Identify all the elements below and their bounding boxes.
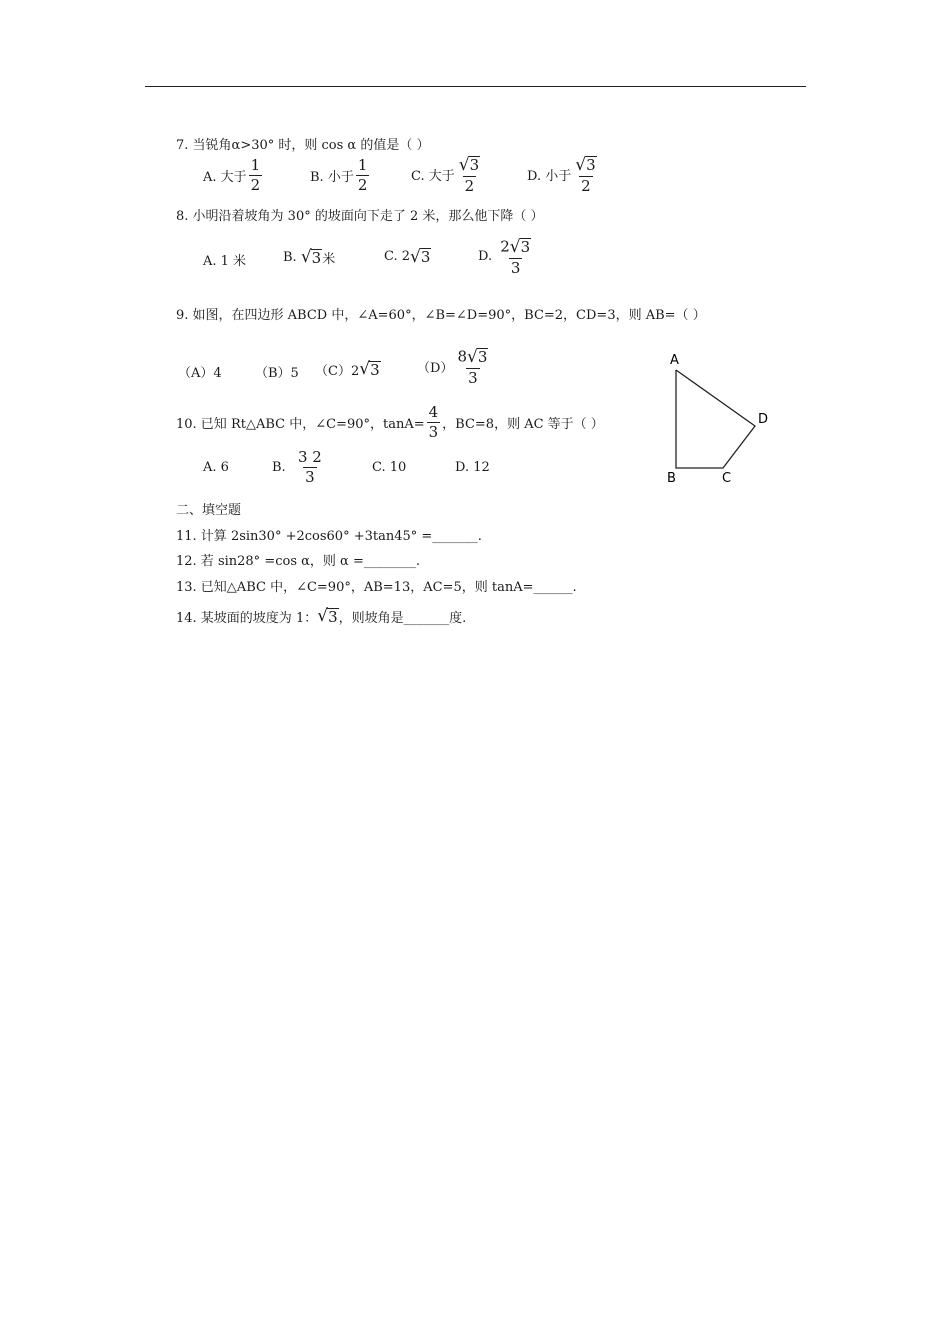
fraction: $\frac{1}{2}$ (250, 156, 261, 194)
sqrt: √ 3 (575, 154, 596, 175)
fraction: √ 3 2 (458, 154, 480, 195)
q9-option-b: （B）5 (255, 366, 299, 381)
fraction: 8 √ 3 3 (457, 346, 488, 387)
question-9-stem: 9. 如图，在四边形 ABCD 中，∠A=60°，∠B=∠D=90°，BC=2，CD=3，则 AB=（ ） (176, 308, 706, 323)
sqrt: √ 3 (359, 359, 380, 380)
sqrt: √ 3 (410, 246, 431, 267)
question-13: 13. 已知△ABC 中，∠C=90°，AB=13，AC=5，则 tanA=______. (176, 580, 577, 595)
header-rule (145, 86, 806, 87)
fraction: $\frac{3 2}{3}$ (297, 448, 322, 486)
q7-option-d: D. 小于 √ 3 2 (527, 156, 601, 194)
question-14: 14. 某坡面的坡度为 1： √ 3 ，则坡角是_______度. (176, 606, 467, 627)
vertex-label-a: A (670, 353, 679, 368)
question-12: 12. 若 sin28° =cos α，则 α =________. (176, 554, 420, 569)
vertex-label-b: B (667, 471, 676, 486)
fraction: $\frac{1}{2}$ (357, 156, 368, 194)
q10-option-a: A. 6 (203, 460, 229, 475)
sqrt: √ 3 (317, 606, 338, 627)
q8-option-d: D. 2 √ 3 3 (478, 238, 535, 276)
q7-option-c: C. 大于 √ 3 2 (411, 156, 484, 194)
sqrt: √ 3 (458, 154, 480, 175)
fraction: $\frac{4}{3}$ (428, 403, 439, 441)
fraction: 2 √ 3 3 (500, 236, 531, 277)
q8-option-b: B. √ 3 米 (283, 247, 336, 268)
q8-option-a: A. 1 米 (203, 254, 247, 269)
question-8-stem: 8. 小明沿着坡角为 30° 的坡面向下走了 2 米，那么他下降（ ） (176, 209, 544, 224)
q9-option-c: （C）2 √ 3 (315, 359, 380, 380)
q9-option-a: （A）4 (178, 366, 222, 381)
quadrilateral-outline (676, 370, 755, 468)
quadrilateral-figure (660, 345, 780, 490)
vertex-label-c: C (722, 471, 732, 486)
q7-option-b: B. 小于 $\frac{1}{2}$ (310, 156, 368, 194)
sqrt: √ 3 (300, 247, 322, 268)
q10-option-d: D. 12 (455, 460, 490, 475)
q7-option-a: A. 大于 $\frac{1}{2}$ (203, 156, 261, 194)
q8-option-c: C. 2 √ 3 (384, 246, 431, 267)
q10-option-b: B. $\frac{3 2}{3}$ (272, 448, 322, 486)
question-11: 11. 计算 2sin30° +2cos60° +3tan45° =_______. (176, 529, 482, 544)
vertex-label-d: D (758, 412, 769, 427)
q9-option-d: （D） 8 √ 3 3 (417, 348, 492, 386)
sqrt: √ 3 (466, 346, 488, 367)
question-7-stem: 7. 当锐角α>30° 时，则 cos α 的值是（ ） (176, 138, 430, 153)
sqrt: √ 3 (509, 236, 531, 257)
section-heading: 二、填空题 (176, 503, 242, 518)
q10-option-c: C. 10 (372, 460, 407, 475)
question-10-stem: 10. 已知 Rt△ABC 中，∠C=90°，tanA= $\frac{4}{3}$ ，BC=8，则 AC 等于（ ） (176, 403, 604, 441)
fraction: √ 3 2 (575, 154, 596, 195)
